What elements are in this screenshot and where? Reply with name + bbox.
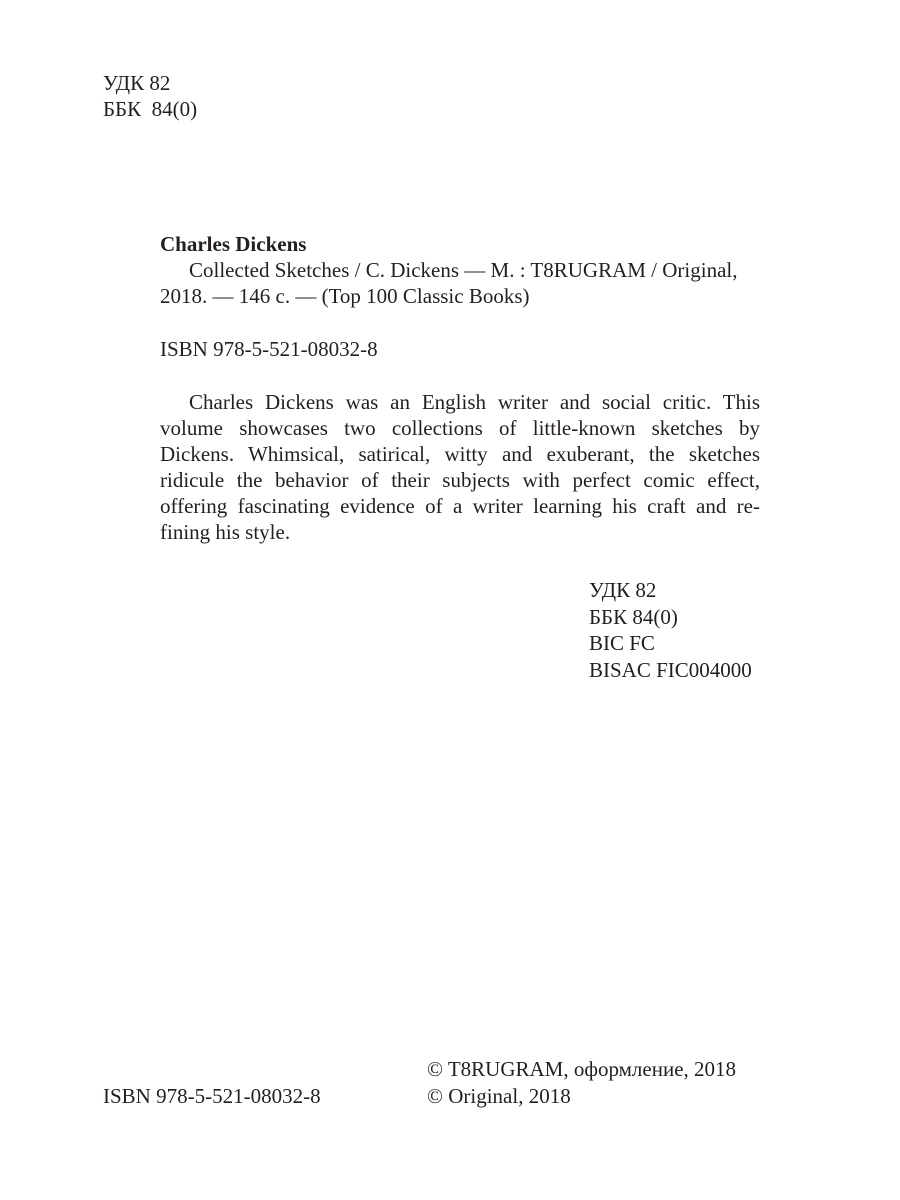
bbk-code: ББК 84(0) xyxy=(103,97,198,121)
isbn: ISBN 978-5-521-08032-8 xyxy=(103,1084,321,1108)
copyright-notices xyxy=(427,1056,736,1109)
top-classification-codes xyxy=(103,70,197,122)
bisac-code: BISAC FIC004000 xyxy=(589,657,752,682)
biblio-description-line-2: 2018. — 146 с. — (Top 100 Classic Books) xyxy=(160,284,530,308)
abstract-line: Dickens. Whimsical, satirical, witty and exuberant, the sketches xyxy=(160,442,760,466)
isbn: ISBN 978-5-521-08032-8 xyxy=(160,337,378,361)
bbk-code: ББК 84(0) xyxy=(589,604,678,629)
abstract-line: fining his style. xyxy=(160,520,291,544)
abstract-line: volume showcases two collections of little-known sketches by xyxy=(160,416,760,440)
copyright-design: © T8RUGRAM, оформление, 2018 xyxy=(427,1057,737,1081)
author-name: Charles Dickens xyxy=(160,232,307,256)
abstract-line: Charles Dickens was an English writer and social critic. This xyxy=(189,390,760,414)
bic-code: BIC FC xyxy=(589,631,655,655)
copyright-original: © Original, 2018 xyxy=(427,1083,571,1108)
abstract xyxy=(160,389,760,545)
classification-codes xyxy=(589,577,752,683)
udk-code: УДК 82 xyxy=(589,578,657,602)
footer-isbn xyxy=(103,1083,321,1109)
udk-code: УДК 82 xyxy=(103,71,171,95)
bibliographic-record xyxy=(160,231,760,545)
biblio-description-line-1: Collected Sketches / C. Dickens — M. : T8RUGRAM / Original, xyxy=(189,258,738,282)
abstract-line: offering fascinating evidence of a writer learning his craft and re- xyxy=(160,494,760,518)
abstract-line: ridicule the behavior of their subjects with perfect comic effect, xyxy=(160,468,760,492)
